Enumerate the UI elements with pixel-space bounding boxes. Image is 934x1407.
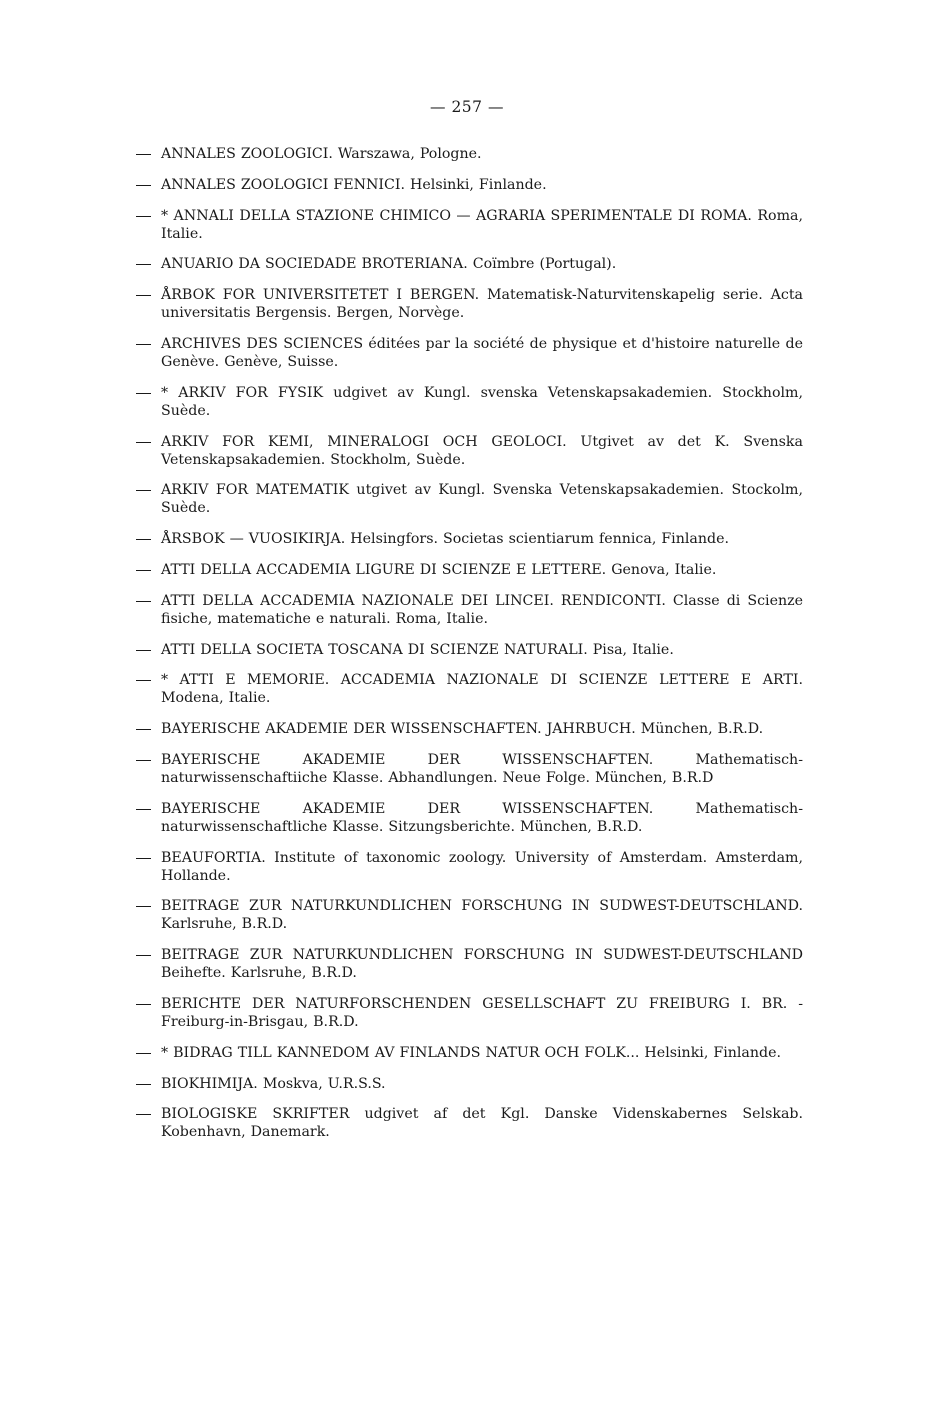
entry-text: BAYERISCHE AKADEMIE DER WISSENSCHAFTEN. Mathematisch-naturwissenschaftiiche Klasse. Abhandlungen. Neue Folge. München, B.R.D [161, 751, 803, 786]
list-item [135, 995, 803, 1031]
entry-text: * ARKIV FOR FYSIK udgivet av Kungl. svenska Vetenskapsakademien. Stockholm, Suède. [161, 384, 803, 419]
entry-text: ATTI DELLA ACCADEMIA LIGURE DI SCIENZE E LETTERE. Genova, Italie. [161, 561, 717, 578]
list-item [135, 530, 803, 548]
entry-text: * ATTI E MEMORIE. ACCADEMIA NAZIONALE DI SCIENZE LETTERE E ARTI. Modena, Italie. [161, 672, 803, 707]
entry-text: ARKIV FOR MATEMATIK utgivet av Kungl. Svenska Vetenskapsakademien. Stockolm, Suède. [161, 482, 803, 517]
list-item [135, 800, 803, 836]
list-item [135, 145, 803, 163]
entry-text: ÅRBOK FOR UNIVERSITETET I BERGEN. Matematisk-Naturvitenskapelig serie. Acta universitatis Bergensis. Bergen, Norvège. [161, 287, 803, 322]
list-item [135, 1075, 803, 1093]
list-item [135, 176, 803, 194]
entry-text: BEITRAGE ZUR NATURKUNDLICHEN FORSCHUNG IN SUDWEST-DEUTSCHLAND. Karlsruhe, B.R.D. [161, 898, 803, 933]
list-item [135, 671, 803, 707]
entry-text: BEAUFORTIA. Institute of taxonomic zoology. University of Amsterdam. Amsterdam, Hollande. [161, 849, 803, 884]
list-item [135, 207, 803, 243]
list-item [135, 561, 803, 579]
list-item [135, 849, 803, 885]
entry-text: BIOLOGISKE SKRIFTER udgivet af det Kgl. Danske Videnskabernes Selskab. Kobenhavn, Danemark. [161, 1106, 803, 1141]
entry-text: BIOKHIMIJA. Moskva, U.R.S.S. [161, 1075, 386, 1092]
entry-text: * BIDRAG TILL KANNEDOM AV FINLANDS NATUR OCH FOLK... Helsinki, Finlande. [161, 1044, 781, 1061]
list-item [135, 897, 803, 933]
list-item [135, 751, 803, 787]
entry-text: ARCHIVES DES SCIENCES éditées par la société de physique et d'histoire naturelle de Genève. Genève, Suisse. [161, 335, 803, 370]
entry-text: BAYERISCHE AKADEMIE DER WISSENSCHAFTEN. JAHRBUCH. München, B.R.D. [161, 721, 764, 738]
page-number: — 257 — [430, 98, 504, 116]
entry-text: ANNALES ZOOLOGICI. Warszawa, Pologne. [161, 146, 482, 162]
list-item [135, 946, 803, 982]
entry-text: ANUARIO DA SOCIEDADE BROTERIANA. Coïmbre (Portugal). [161, 256, 617, 273]
list-item [135, 641, 803, 659]
entry-text: ANNALES ZOOLOGICI FENNICI. Helsinki, Finlande. [161, 176, 547, 193]
entry-text: * ANNALI DELLA STAZIONE CHIMICO — AGRARIA SPERIMENTALE DI ROMA. Roma, Italie. [161, 207, 803, 242]
list-item [135, 481, 803, 517]
list-item [135, 255, 803, 273]
entry-text: ARKIV FOR KEMI, MINERALOGI OCH GEOLOCI. Utgivet av det K. Svenska Vetenskapsakademien. Stockholm, Suède. [161, 433, 803, 468]
list-item [135, 720, 803, 738]
list-item [135, 1105, 803, 1141]
list-item [135, 592, 803, 628]
list-item [135, 286, 803, 322]
list-item [135, 384, 803, 420]
list-item [135, 433, 803, 469]
entry-text: BERICHTE DER NATURFORSCHENDEN GESELLSCHAFT ZU FREIBURG I. BR. - Freiburg-in-Brisgau, B.R.D. [161, 995, 803, 1030]
bibliography-list [135, 145, 803, 1154]
entry-text: ÅRSBOK — VUOSIKIRJA. Helsingfors. Societas scientiarum fennica, Finlande. [161, 531, 729, 548]
entry-text: BAYERISCHE AKADEMIE DER WISSENSCHAFTEN. Mathematisch-naturwissenschaftliche Klasse. Sitzungsberichte. München, B.R.D. [161, 800, 803, 835]
entry-text: ATTI DELLA SOCIETA TOSCANA DI SCIENZE NATURALI. Pisa, Italie. [161, 641, 674, 658]
list-item [135, 335, 803, 371]
list-item [135, 1044, 803, 1062]
entry-text: BEITRAGE ZUR NATURKUNDLICHEN FORSCHUNG IN SUDWEST-DEUTSCHLAND Beihefte. Karlsruhe, B.R.D. [161, 947, 803, 982]
entry-text: ATTI DELLA ACCADEMIA NAZIONALE DEI LINCEI. RENDICONTI. Classe di Scienze fisiche, matematiche e naturali. Roma, Italie. [161, 592, 803, 627]
